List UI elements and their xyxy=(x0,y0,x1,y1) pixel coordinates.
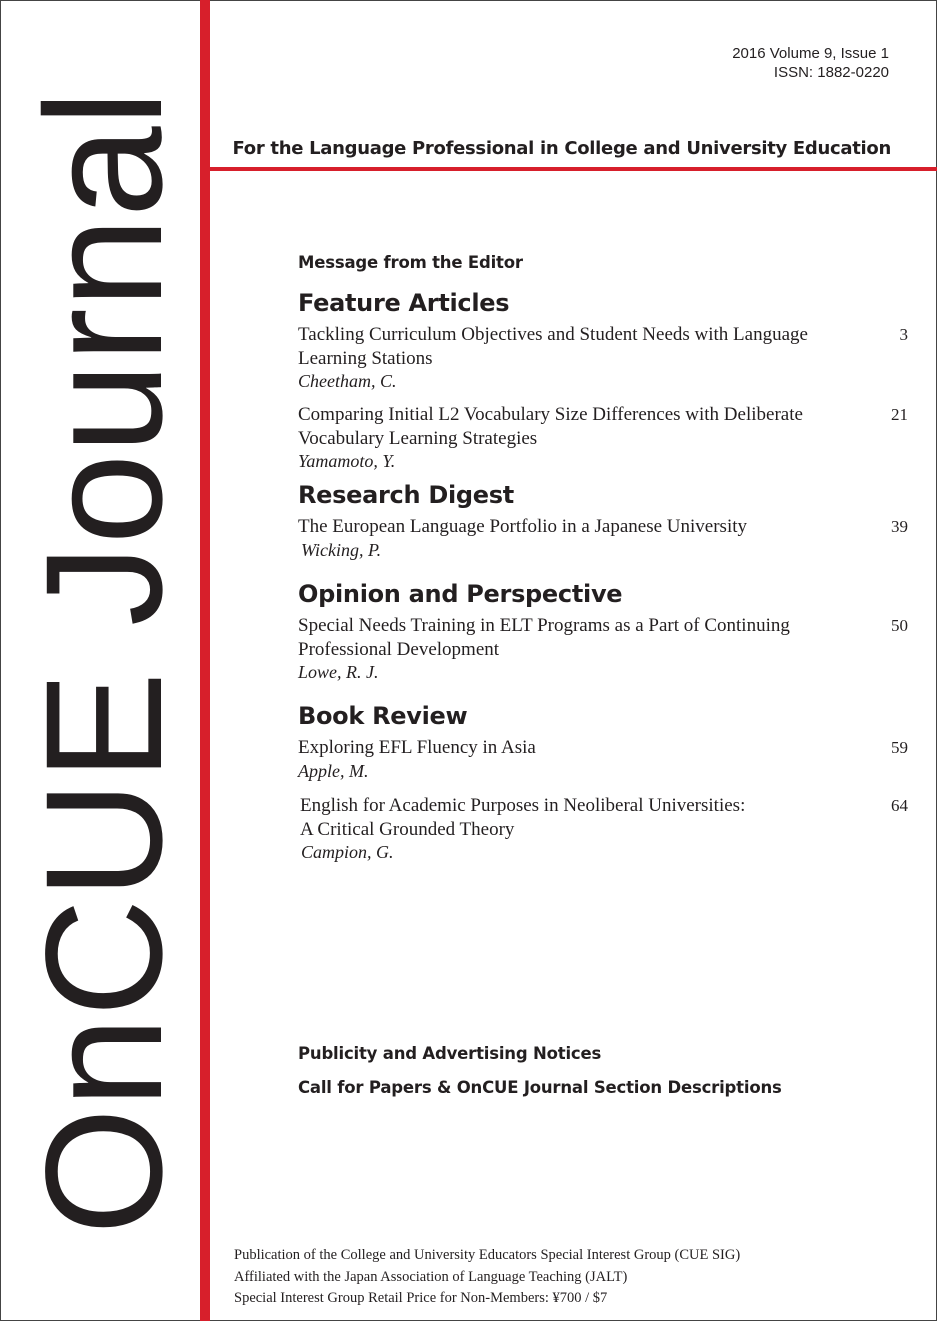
entry-author: Apple, M. xyxy=(298,760,369,781)
entry-title: Professional Development xyxy=(298,638,500,660)
entry-title: Learning Stations xyxy=(298,347,433,369)
entry-page: 64 xyxy=(891,796,908,815)
entry-author: Lowe, R. J. xyxy=(298,662,379,682)
entry-author: Campion, G. xyxy=(301,842,394,862)
entry-author: Wicking, P. xyxy=(301,539,382,560)
entry-page: 39 xyxy=(891,517,908,536)
red-horizontal-rule xyxy=(200,167,937,171)
footer-line: Special Interest Group Retail Price for Non-Members: ¥700 / $7 xyxy=(234,1290,608,1306)
masthead-text: OnCUE Journal xyxy=(12,72,197,1235)
entry-page: 21 xyxy=(891,405,908,424)
issue-line: 2016 Volume 9, Issue 1 xyxy=(732,45,889,62)
entry-title: Vocabulary Learning Strategies xyxy=(298,427,538,449)
section-title-feature-articles: Feature Articles xyxy=(298,289,510,317)
entry-page: 50 xyxy=(891,616,908,635)
footer-line: Affiliated with the Japan Association of Language Teaching (JALT) xyxy=(234,1268,628,1285)
footer-line: Publication of the College and University Educators Special Interest Group (CUE SIG) xyxy=(234,1247,741,1263)
call-for-papers[interactable]: Call for Papers & OnCUE Journal Section Descriptions xyxy=(298,1078,782,1097)
publisher-footer xyxy=(234,1245,740,1310)
entry-title: Exploring EFL Fluency in Asia xyxy=(298,737,536,758)
entry-title: Tackling Curriculum Objectives and Student Needs with Language xyxy=(298,324,808,345)
toc-entry[interactable] xyxy=(298,403,908,473)
editor-message[interactable]: Message from the Editor xyxy=(298,253,523,272)
toc-entry[interactable] xyxy=(298,736,908,783)
toc-entry[interactable] xyxy=(298,794,908,864)
toc-entry[interactable] xyxy=(298,323,908,393)
entry-author: Cheetham, C. xyxy=(298,371,397,391)
entry-title: Special Needs Training in ELT Programs as a Part of Continuing xyxy=(298,615,790,636)
section-title-research-digest: Research Digest xyxy=(298,481,514,509)
section-title-opinion-and-perspective: Opinion and Perspective xyxy=(298,580,623,608)
entry-author: Yamamoto, Y. xyxy=(298,451,396,471)
journal-masthead xyxy=(12,72,197,1235)
entry-title: Comparing Initial L2 Vocabulary Size Differences with Deliberate xyxy=(298,404,803,425)
entry-page: 59 xyxy=(891,738,908,757)
entry-title: The European Language Portfolio in a Japanese University xyxy=(298,516,747,537)
entry-page: 3 xyxy=(899,325,908,344)
tagline: For the Language Professional in College and University Education xyxy=(232,138,891,159)
issue-info xyxy=(732,44,889,82)
toc-entry[interactable] xyxy=(298,614,908,684)
entry-title: A Critical Grounded Theory xyxy=(300,818,515,840)
publicity-notices[interactable]: Publicity and Advertising Notices xyxy=(298,1044,602,1063)
toc-entry[interactable] xyxy=(298,515,908,562)
issn: ISSN: 1882-0220 xyxy=(773,64,889,81)
section-title-book-review: Book Review xyxy=(298,702,468,730)
red-vertical-rule xyxy=(200,0,210,1321)
entry-title: English for Academic Purposes in Neoliberal Universities: xyxy=(300,795,746,816)
